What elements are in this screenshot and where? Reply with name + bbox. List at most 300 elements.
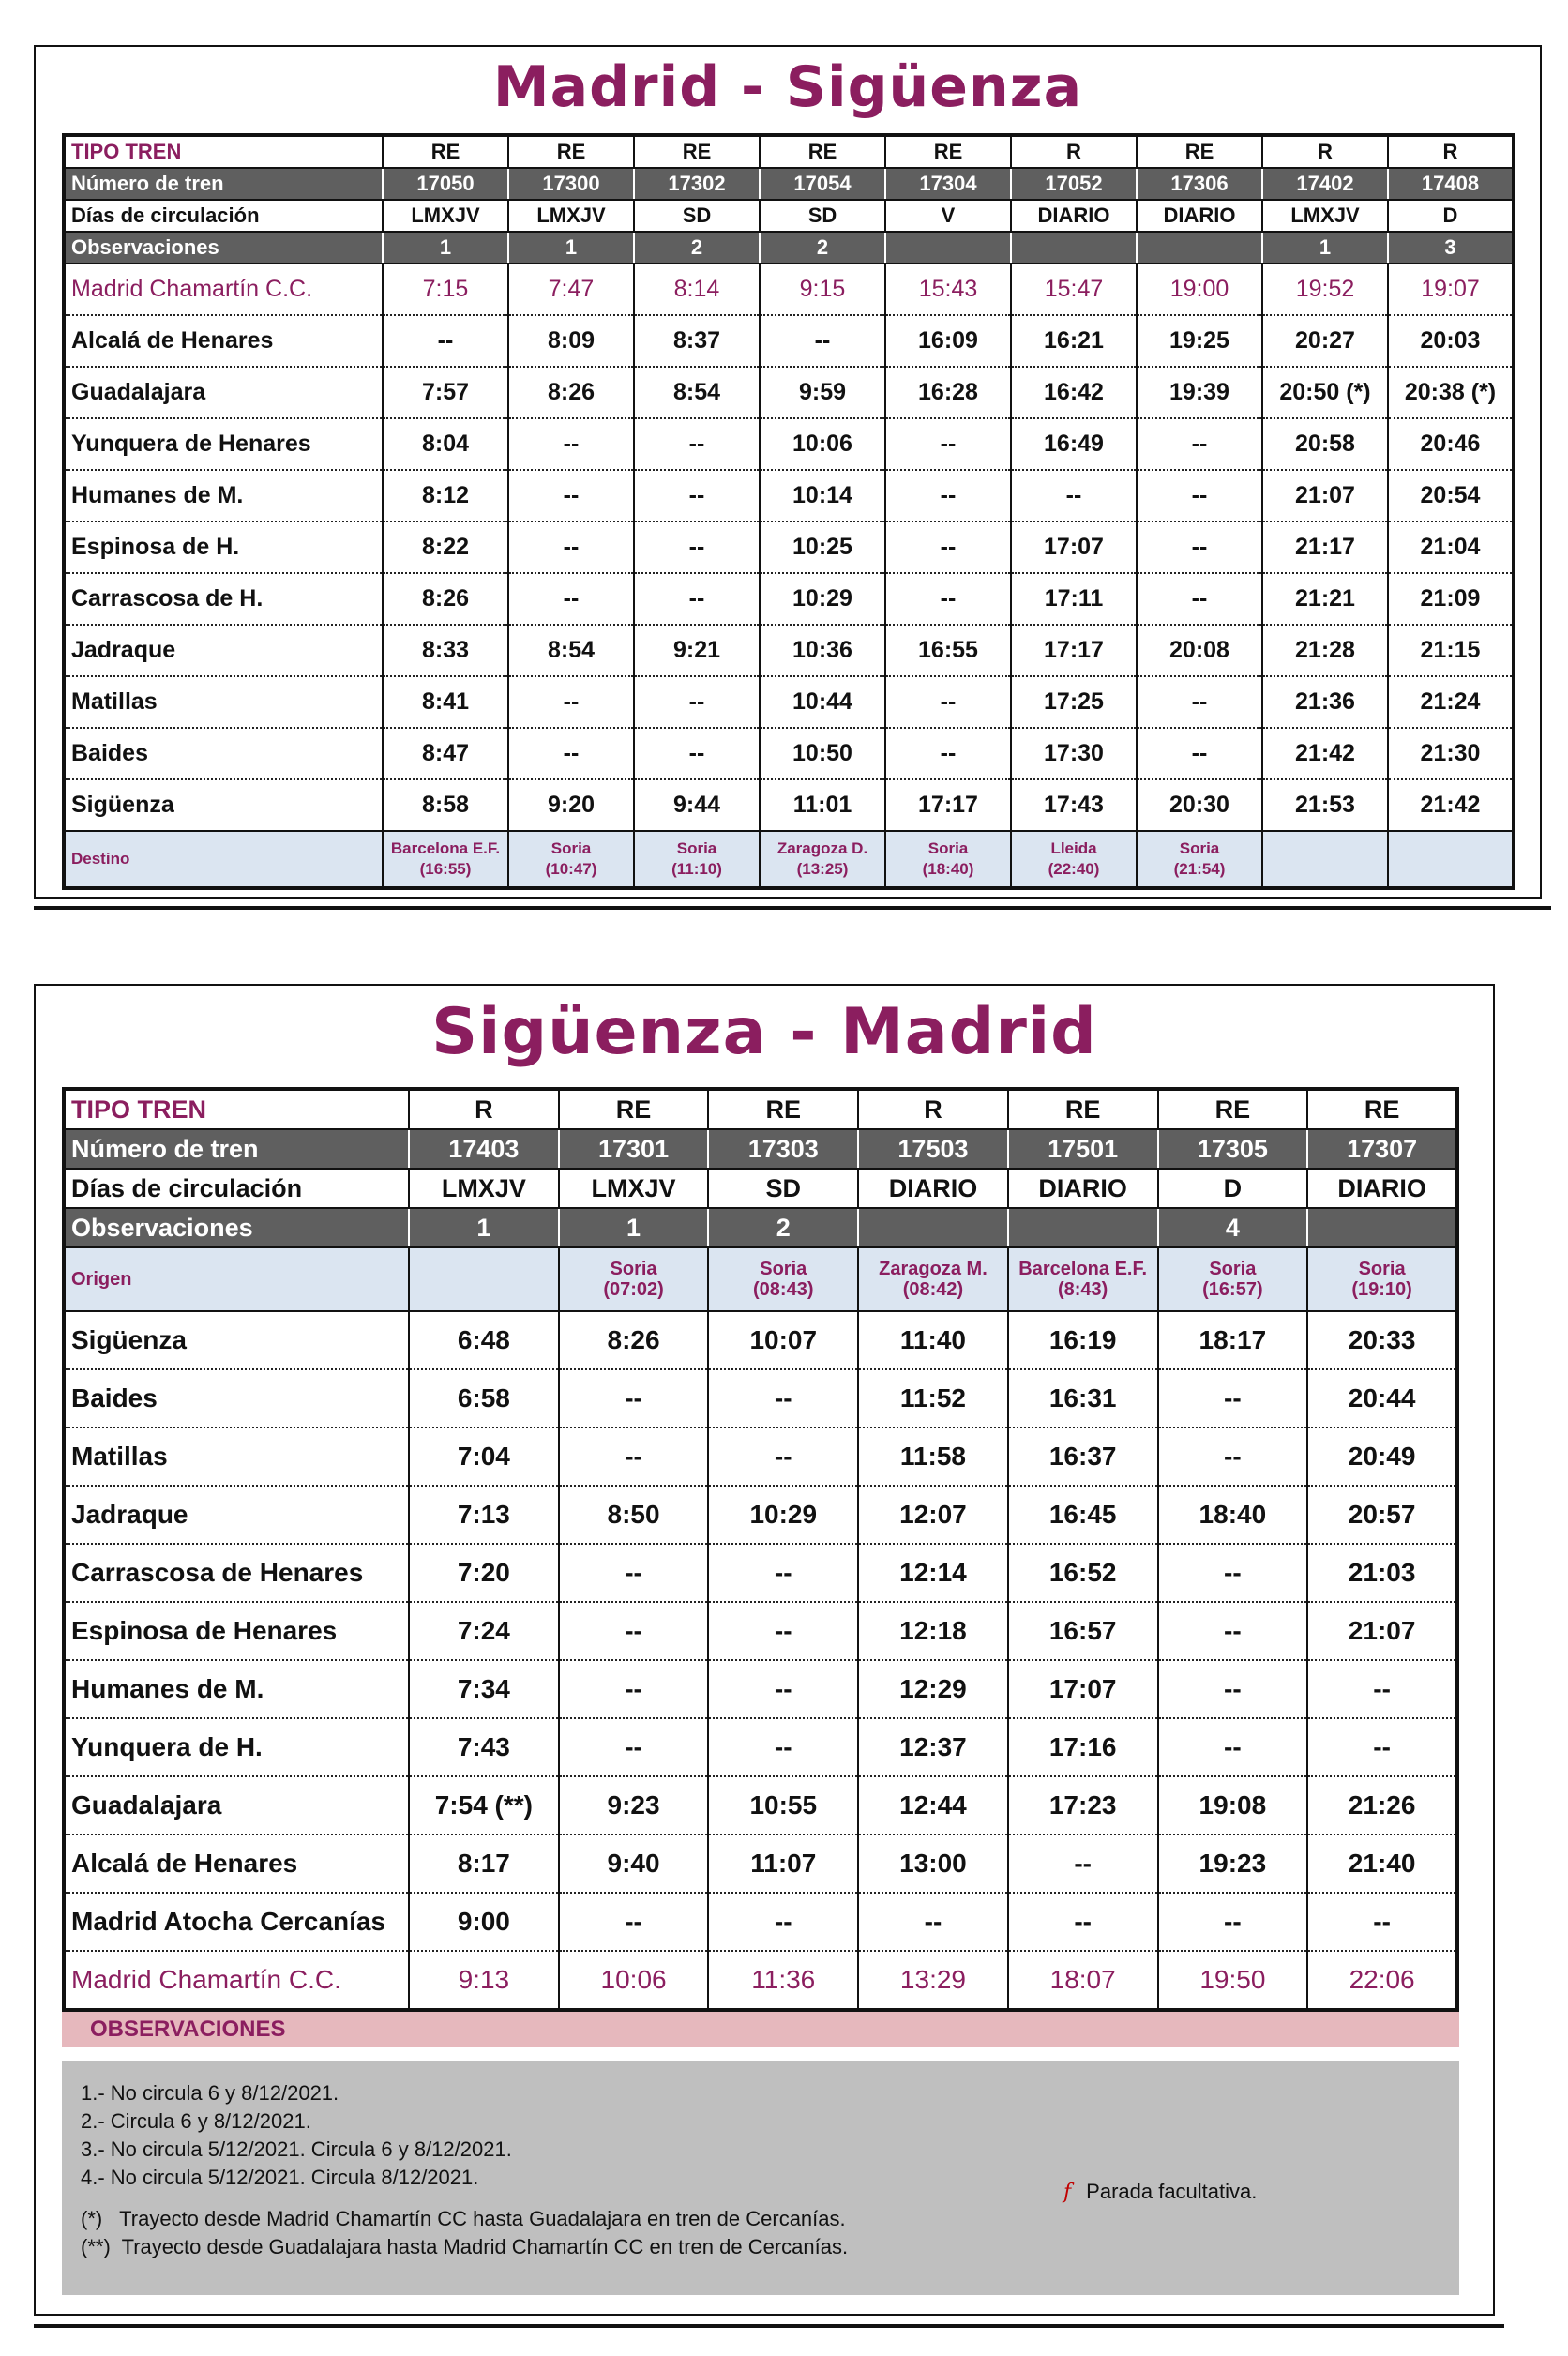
time-cell: 9:40 [559,1835,709,1893]
header-cell: RE [383,135,508,168]
time-cell: 7:43 [409,1718,559,1776]
time-cell: 9:59 [760,367,885,418]
time-cell: -- [508,470,634,521]
header-cell: 2 [708,1208,858,1247]
table-row [64,779,1514,831]
time-cell: 11:52 [858,1369,1008,1427]
station-name: Yunquera de Henares [64,418,383,470]
station-name: Baides [64,728,383,779]
time-cell: 12:37 [858,1718,1008,1776]
time-cell: -- [708,1893,858,1951]
header-cell: R [1011,135,1137,168]
time-cell: -- [559,1369,709,1427]
place: Soria [1358,1259,1406,1279]
time-cell: -- [1158,1660,1308,1718]
station-name: Alcalá de Henares [64,315,383,367]
place: Soria [760,1259,807,1279]
time-cell: 8:54 [508,625,634,676]
header-cell [1307,1208,1457,1247]
destino-cell [885,831,1011,888]
header-cell [1137,232,1262,264]
row-label: Origen [64,1247,409,1311]
footnote: (**) Trayecto desde Guadalajara hasta Madrid Chamartín CC en tren de Cercanías. [81,2235,849,2258]
time: (08:43) [753,1279,814,1300]
row-label: Días de circulación [64,1169,409,1208]
time: (11:10) [671,860,722,878]
time-cell: 16:19 [1008,1311,1158,1369]
destino-row [64,831,1514,888]
time: (22:40) [1048,860,1100,878]
time-cell: 16:52 [1008,1544,1158,1602]
table-row [64,418,1514,470]
time-cell: 7:34 [409,1660,559,1718]
header-cell: RE [708,1089,858,1129]
time-cell: 16:28 [885,367,1011,418]
time-cell: 21:28 [1262,625,1388,676]
time-cell: 9:21 [634,625,760,676]
time-cell: 16:37 [1008,1427,1158,1486]
time-cell: 12:18 [858,1602,1008,1660]
header-cell: RE [1008,1089,1158,1129]
time-cell: 16:09 [885,315,1011,367]
time-cell: 18:07 [1008,1951,1158,2010]
station-name: Yunquera de H. [64,1718,409,1776]
time-cell: 8:58 [383,779,508,831]
row-label: Días de circulación [64,200,383,232]
time-cell: 10:06 [559,1951,709,2010]
table-row [64,1486,1457,1544]
time-cell: 21:04 [1388,521,1514,573]
time-cell: 20:50 (*) [1262,367,1388,418]
header-cell [1008,1208,1158,1247]
time: (19:10) [1351,1279,1412,1300]
tipo-tren-row [64,135,1514,168]
time-cell: -- [634,470,760,521]
note: 1.- No circula 6 y 8/12/2021. [81,2081,339,2105]
schedule-table [62,1087,1459,2012]
header-cell: 17307 [1307,1129,1457,1169]
header-cell: DIARIO [1008,1169,1158,1208]
station-name: Jadraque [64,1486,409,1544]
time-cell: 19:39 [1137,367,1262,418]
time-cell: -- [1307,1660,1457,1718]
header-cell: SD [708,1169,858,1208]
destino-cell [1262,831,1388,888]
time-cell: 17:11 [1011,573,1137,625]
time-cell: 17:43 [1011,779,1137,831]
time-cell: -- [885,728,1011,779]
header-cell [885,232,1011,264]
time-cell: 20:44 [1307,1369,1457,1427]
header-cell [1011,232,1137,264]
time-cell: 21:03 [1307,1544,1457,1602]
origen-cell [708,1247,858,1311]
station-name: Humanes de M. [64,1660,409,1718]
time-cell: 21:17 [1262,521,1388,573]
time-cell: 20:58 [1262,418,1388,470]
header-cell: D [1158,1169,1308,1208]
time: (18:40) [922,860,974,878]
time-cell: 9:15 [760,264,885,315]
place: Soria [610,1259,657,1279]
table-row [64,264,1514,315]
time-cell: 18:40 [1158,1486,1308,1544]
header-cell: RE [885,135,1011,168]
timetable-title: Madrid - Sigüenza [492,54,1083,120]
time-cell: 19:00 [1137,264,1262,315]
observaciones-row [64,232,1514,264]
time-cell: 9:13 [409,1951,559,2010]
origen-cell [1158,1247,1308,1311]
table-row [64,625,1514,676]
time-cell: 20:38 (*) [1388,367,1514,418]
place: Barcelona E.F. [1018,1259,1148,1279]
header-cell: R [409,1089,559,1129]
header-cell: LMXJV [559,1169,709,1208]
time-cell: 12:44 [858,1776,1008,1835]
time-cell: 11:40 [858,1311,1008,1369]
time-cell: -- [508,728,634,779]
table-row [64,1835,1457,1893]
station-name: Guadalajara [64,367,383,418]
row-label: TIPO TREN [64,135,383,168]
time: (16:57) [1202,1279,1263,1300]
time-cell: 16:31 [1008,1369,1158,1427]
time-cell: 17:07 [1008,1660,1158,1718]
time-cell: 21:42 [1388,779,1514,831]
time-cell: 21:30 [1388,728,1514,779]
time-cell: 11:36 [708,1951,858,2010]
time-cell: 7:47 [508,264,634,315]
time-cell: -- [1158,1369,1308,1427]
station-name: Carrascosa de Henares [64,1544,409,1602]
note: 3.- No circula 5/12/2021. Circula 6 y 8/12/2021. [81,2137,512,2161]
time-cell: -- [885,573,1011,625]
header-cell: 17304 [885,168,1011,200]
time-cell: 11:07 [708,1835,858,1893]
header-cell: DIARIO [858,1169,1008,1208]
time-cell: 11:58 [858,1427,1008,1486]
station-name: Baides [64,1369,409,1427]
time-cell: -- [1158,1893,1308,1951]
header-cell: RE [760,135,885,168]
time-cell: 8:22 [383,521,508,573]
time-cell: -- [1137,470,1262,521]
time-cell: 11:01 [760,779,885,831]
time: (21:54) [1173,860,1226,878]
origen-cell [409,1247,559,1311]
time-cell: -- [1137,573,1262,625]
header-cell: 17303 [708,1129,858,1169]
place: Soria [1179,839,1220,857]
timetable-madrid-siguenza [34,45,1542,899]
header-cell: 1 [508,232,634,264]
time-cell: 20:03 [1388,315,1514,367]
time-cell: 7:24 [409,1602,559,1660]
time-cell: 17:16 [1008,1718,1158,1776]
time-cell: 19:08 [1158,1776,1308,1835]
time-cell: -- [1158,1544,1308,1602]
time-cell: 9:23 [559,1776,709,1835]
time-cell: 10:06 [760,418,885,470]
header-cell: 17403 [409,1129,559,1169]
time-cell: -- [1137,418,1262,470]
destino-cell [634,831,760,888]
time-cell: -- [559,1544,709,1602]
header-cell: 17306 [1137,168,1262,200]
time-cell: 21:53 [1262,779,1388,831]
time-cell: 21:36 [1262,676,1388,728]
time-cell: -- [885,418,1011,470]
time-cell: -- [508,521,634,573]
time-cell: 10:55 [708,1776,858,1835]
place: Soria [550,839,592,857]
origen-cell [1307,1247,1457,1311]
header-cell: 17050 [383,168,508,200]
header-cell: SD [760,200,885,232]
facultativa-symbol-icon: f [1063,2181,1072,2204]
header-cell: R [858,1089,1008,1129]
table-row [64,1369,1457,1427]
time-cell: -- [708,1660,858,1718]
header-cell: 17305 [1158,1129,1308,1169]
header-cell: LMXJV [508,200,634,232]
time-cell: 6:58 [409,1369,559,1427]
time-cell: 17:07 [1011,521,1137,573]
origen-row [64,1247,1457,1311]
header-cell: R [1388,135,1514,168]
time-cell: 16:42 [1011,367,1137,418]
time-cell: -- [708,1544,858,1602]
header-cell: LMXJV [383,200,508,232]
header-cell: 2 [634,232,760,264]
time-cell: 21:07 [1262,470,1388,521]
time-cell: 17:30 [1011,728,1137,779]
header-cell: V [885,200,1011,232]
time-cell: -- [634,573,760,625]
header-cell: 17052 [1011,168,1137,200]
time-cell: 10:50 [760,728,885,779]
header-cell: RE [1307,1089,1457,1129]
time-cell: 8:12 [383,470,508,521]
time-cell: 16:57 [1008,1602,1158,1660]
header-cell: 17302 [634,168,760,200]
time-cell: 21:15 [1388,625,1514,676]
place: Barcelona E.F. [390,839,501,857]
header-cell: 17301 [559,1129,709,1169]
time-cell: 20:49 [1307,1427,1457,1486]
table-row [64,1660,1457,1718]
observaciones-header: OBSERVACIONES [62,2012,1459,2047]
time-cell: 20:27 [1262,315,1388,367]
time-cell: 21:21 [1262,573,1388,625]
facultativa-text: Parada facultativa. [1086,2180,1258,2203]
header-cell: 1 [1262,232,1388,264]
place: Soria [1209,1259,1257,1279]
time-cell: 9:20 [508,779,634,831]
table-row [64,1718,1457,1776]
time-cell: 21:07 [1307,1602,1457,1660]
time-cell: -- [1008,1835,1158,1893]
table-row [64,573,1514,625]
time-cell: 8:33 [383,625,508,676]
header-cell: 17300 [508,168,634,200]
header-cell: 3 [1388,232,1514,264]
header-cell: 1 [409,1208,559,1247]
time-cell: 8:26 [383,573,508,625]
footnote: (*) Trayecto desde Madrid Chamartín CC hasta Guadalajara en tren de Cercanías. [81,2207,846,2230]
time-cell: 8:41 [383,676,508,728]
time-cell: 10:29 [708,1486,858,1544]
time-cell: 10:29 [760,573,885,625]
time-cell: 15:47 [1011,264,1137,315]
table-row [64,521,1514,573]
destino-cell [1388,831,1514,888]
dias-circulacion-row [64,200,1514,232]
time-cell: 10:07 [708,1311,858,1369]
schedule-table [62,133,1515,890]
time-cell: 8:37 [634,315,760,367]
dias-circulacion-row [64,1169,1457,1208]
time-cell: 12:14 [858,1544,1008,1602]
time-cell: -- [708,1427,858,1486]
table-row [64,367,1514,418]
station-name: Matillas [64,676,383,728]
station-name: Espinosa de Henares [64,1602,409,1660]
time-cell: 8:04 [383,418,508,470]
time-cell: 20:30 [1137,779,1262,831]
time-cell: 7:54 (**) [409,1776,559,1835]
time-cell: -- [559,1893,709,1951]
time-cell: -- [634,521,760,573]
row-label: Número de tren [64,1129,409,1169]
time-cell: 19:25 [1137,315,1262,367]
time-cell: 7:15 [383,264,508,315]
table-row [64,728,1514,779]
time-cell: 20:57 [1307,1486,1457,1544]
time-cell: -- [634,418,760,470]
header-cell: DIARIO [1307,1169,1457,1208]
time-cell: -- [708,1369,858,1427]
time-cell: -- [559,1718,709,1776]
time-cell: 20:54 [1388,470,1514,521]
time-cell: -- [559,1602,709,1660]
table-row [64,1602,1457,1660]
time-cell: 10:14 [760,470,885,521]
time-cell: -- [559,1427,709,1486]
station-name: Carrascosa de H. [64,573,383,625]
place: Zaragoza D. [776,839,868,857]
time-cell: -- [1011,470,1137,521]
time-cell: 12:29 [858,1660,1008,1718]
table-row [64,1427,1457,1486]
time-cell: 17:17 [1011,625,1137,676]
time-cell: 8:54 [634,367,760,418]
row-label: Observaciones [64,232,383,264]
destino-cell [508,831,634,888]
time-cell: 9:00 [409,1893,559,1951]
station-name: Sigüenza [71,792,174,818]
time-cell: 19:07 [1388,264,1514,315]
time-cell: -- [1008,1893,1158,1951]
time-cell: 10:25 [760,521,885,573]
header-cell: 2 [760,232,885,264]
header-cell: SD [634,200,760,232]
time-cell: 17:25 [1011,676,1137,728]
time-cell: 19:50 [1158,1951,1308,2010]
time-cell: -- [634,728,760,779]
time-cell: 19:52 [1262,264,1388,315]
time-cell: -- [708,1718,858,1776]
timetable-siguenza-madrid [34,984,1495,2316]
divider [34,906,1551,910]
time-cell: 10:44 [760,676,885,728]
destino-cell [760,831,885,888]
time-cell: -- [1137,676,1262,728]
time-cell: -- [508,676,634,728]
observaciones-panel [62,2061,1459,2295]
numero-tren-row [64,1129,1457,1169]
time-cell: -- [1137,521,1262,573]
row-label: TIPO TREN [64,1089,409,1129]
time-cell: 8:47 [383,728,508,779]
timetable-title: Sigüenza - Madrid [431,995,1097,1069]
time: (13:25) [796,860,849,878]
parada-facultativa-legend [1063,2178,1257,2207]
time-cell: -- [508,418,634,470]
observaciones-row [64,1208,1457,1247]
station-name: Guadalajara [64,1776,409,1835]
table-row [64,1776,1457,1835]
table-row [64,1311,1457,1369]
table-row [64,1951,1457,2010]
table-row [64,676,1514,728]
time-cell: 20:33 [1307,1311,1457,1369]
destino-cell [383,831,508,888]
time: (8:43) [1057,1279,1108,1300]
time-cell: -- [885,521,1011,573]
header-cell: R [1262,135,1388,168]
time-cell: -- [1158,1427,1308,1486]
time-cell: 21:26 [1307,1776,1457,1835]
time-cell: -- [508,573,634,625]
time-cell: 15:43 [885,264,1011,315]
origen-cell [858,1247,1008,1311]
note: 4.- No circula 5/12/2021. Circula 8/12/2021. [81,2166,479,2189]
time-cell: 12:07 [858,1486,1008,1544]
time-cell: 16:45 [1008,1486,1158,1544]
destino-cell [1137,831,1262,888]
header-cell: 4 [1158,1208,1308,1247]
header-cell: RE [508,135,634,168]
time-cell: 17:17 [885,779,1011,831]
station-name: Matillas [64,1427,409,1486]
time-cell: 8:17 [409,1835,559,1893]
row-label: Observaciones [64,1208,409,1247]
time-cell: 8:26 [559,1311,709,1369]
time-cell: 21:09 [1388,573,1514,625]
station-name: Jadraque [64,625,383,676]
time-cell: 20:08 [1137,625,1262,676]
time-cell: -- [1158,1602,1308,1660]
time-cell: 20:46 [1388,418,1514,470]
header-cell: 17503 [858,1129,1008,1169]
header-cell: RE [1158,1089,1308,1129]
time-cell: -- [383,315,508,367]
time-cell: 21:24 [1388,676,1514,728]
station-name: Espinosa de H. [64,521,383,573]
time-cell: 13:00 [858,1835,1008,1893]
